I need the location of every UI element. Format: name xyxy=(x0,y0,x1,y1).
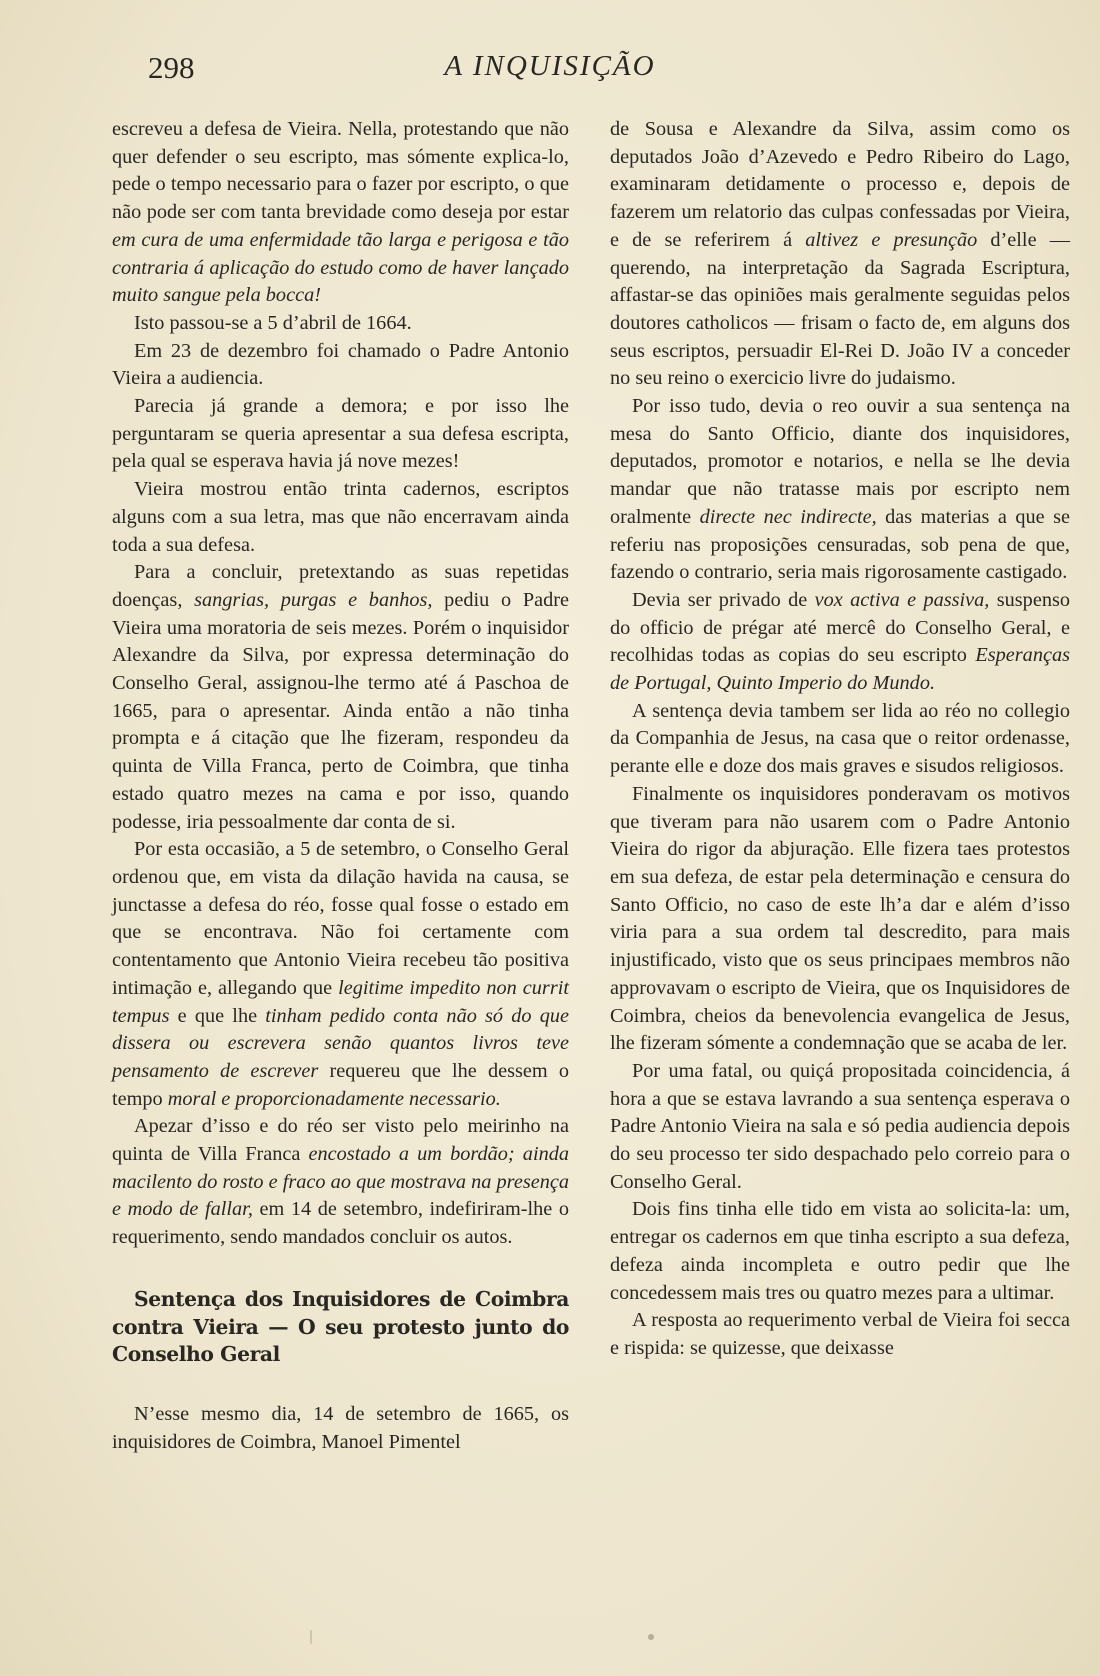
paragraph: Parecia já grande a demora; e por isso lhe perguntaram se queria apresentar a sua defesa escripta, pela qual se esperava havia já nove mezes! xyxy=(112,395,569,473)
paragraph: Finalmente os inquisidores ponderavam os motivos que tiveram para não usarem com o Padre Antonio Vieira do rigor da abjuração. Elle fizera taes protestos em sua defeza, de estar pela determinação e censura do Santo Officio, no caso de este lh’a dar e além d’isso viria para a sua ordem tal descredito, para mais injustificado, visto que os seus principaes membros não approvavam o escripto de Vieira, que os Inquisidores de Coimbra, cheios da benevolencia evangelica de Jesus, lhe fizeram sómente a condemnação que se acaba de ler. xyxy=(610,782,1070,1055)
paragraph: A resposta ao requerimento verbal de Vieira foi secca e rispida: se quizesse, que deixasse xyxy=(610,1309,1070,1359)
paragraph: Para a concluir, pretextando as suas repetidas doenças, sangrias, purgas e banhos, pediu o Padre Vieira uma moratoria de seis mezes. Porém o inquisidor Alexandre da Silva, por expressa determinação do Conselho Geral, assignou-lhe termo até á Paschoa de 1665, para o apresentar. Ainda então a não tinha prompta e á citação que lhe fizeram, respondeu da quinta de Villa Franca, perto de Coimbra, que tinha estado quatro mezes na cama e por isso, quando podesse, iria pessoalmente dar conta de si. xyxy=(112,561,569,833)
running-title: A INQUISIÇÃO xyxy=(444,50,656,82)
page-number: 298 xyxy=(148,50,195,85)
paragraph: Devia ser privado de vox activa e passiva, suspenso do officio de prégar até mercê do Conselho Geral, e recolhidas todas as copias do seu escripto Esperanças de Portugal, Quinto Imperio do Mundo. xyxy=(610,588,1071,695)
paragraph: Por isso tudo, devia o reo ouvir a sua sentença na mesa do Santo Officio, diante dos inquisidores, deputados, promotor e notarios, e nella se lhe devia mandar que não tratasse mais por escripto nem oralmente directe nec indirecte, das materias a que se referiu nas proposições censuradas, sob pena de que, fazendo o contrario, seria mais rigorosamente castigado. xyxy=(610,395,1070,584)
page-header xyxy=(0,50,1100,94)
section-heading: Sentença dos Inquisidores de Coimbra contra Vieira — O seu protesto junto do Conselho Geral xyxy=(112,1286,569,1367)
paragraph: N’esse mesmo dia, 14 de setembro de 1665, os inquisidores de Coimbra, Manoel Pimentel xyxy=(112,1402,569,1453)
paragraph: de Sousa e Alexandre da Silva, assim como os deputados João d’Azevedo e Pedro Ribeiro do Lago, examinaram detidamente o processo e, depois de fazerem um relatorio das culpas confessadas por Vieira, e de se referirem á altivez e presunção d’elle — querendo, na interpretação da Sagrada Escriptura, affastar-se das opiniões mais geralmente seguidas pelos doutores catholicos — frisam o facto de, em alguns dos seus escriptos, persuadir El-Rei D. João IV a conceder no seu reino o exercicio livre do judaismo. xyxy=(610,118,1071,390)
paragraph: Vieira mostrou então trinta cadernos, escriptos alguns com a sua letra, mas que não encerravam ainda toda a sua defesa. xyxy=(112,478,569,556)
paragraph: Isto passou-se a 5 d’abril de 1664. xyxy=(134,311,412,334)
right-column xyxy=(610,116,1070,1363)
paragraph: Por esta occasião, a 5 de setembro, o Conselho Geral ordenou que, em vista da dilação havida na causa, se junctasse a defesa do réo, fosse qual fosse o estado em que se encontrava. Não foi certamente com contentamento que Antonio Vieira recebeu tão positiva intimação e, allegando que legitime impedito non currit tempus e que lhe tinham pedido conta não só do que dissera ou escrevera senão quantos livros teve pensamento de escrever requereu que lhe dessem o tempo moral e proporcionadamente necessario. xyxy=(112,838,570,1110)
paragraph: Apezar d’isso e do réo ser visto pelo meirinho na quinta de Villa Franca encostado a um bordão; ainda macilento do rosto e fraco ao que mostrava na presença e modo de fallar, em 14 de setembro, indefiriram-lhe o requerimento, sendo mandados concluir os autos. xyxy=(112,1115,569,1249)
paragraph: A sentença devia tambem ser lida ao réo no collegio da Companhia de Jesus, na casa que o reitor ordenasse, perante elle e doze dos mais graves e sisudos religiosos. xyxy=(610,699,1070,778)
paragraph: Dois fins tinha elle tido em vista ao solicita-la: um, entregar os cadernos em que tinha escripto a sua defeza, defeza ainda incompleta e outro pedir que lhe concedessem mais tres ou quatro mezes para a ultimar. xyxy=(610,1198,1070,1304)
left-column xyxy=(112,116,569,1456)
paper-speck xyxy=(648,1634,654,1640)
paragraph: Em 23 de dezembro foi chamado o Padre Antonio Vieira a audiencia. xyxy=(112,339,569,390)
paragraph: Por uma fatal, ou quiçá propositada coincidencia, á hora a que se estava lavrando a sua sentença esperava o Padre Antonio Vieira na sala e só pedia audiencia depois do seu processo ter sido despachado pelo correio para o Conselho Geral. xyxy=(610,1059,1070,1193)
paragraph: escreveu a defesa de Vieira. Nella, protestando que não quer defender o seu escripto, mas sómente explica-lo, pede o tempo necessario para o fazer por escripto, o que não pode ser com tanta brevidade como deseja por estar em cura de uma enfermidade tão larga e perigosa e tão contraria á aplicação do estudo como de haver lançado muito sangue pela bocca! xyxy=(112,118,569,307)
paper-speck xyxy=(310,1630,312,1644)
